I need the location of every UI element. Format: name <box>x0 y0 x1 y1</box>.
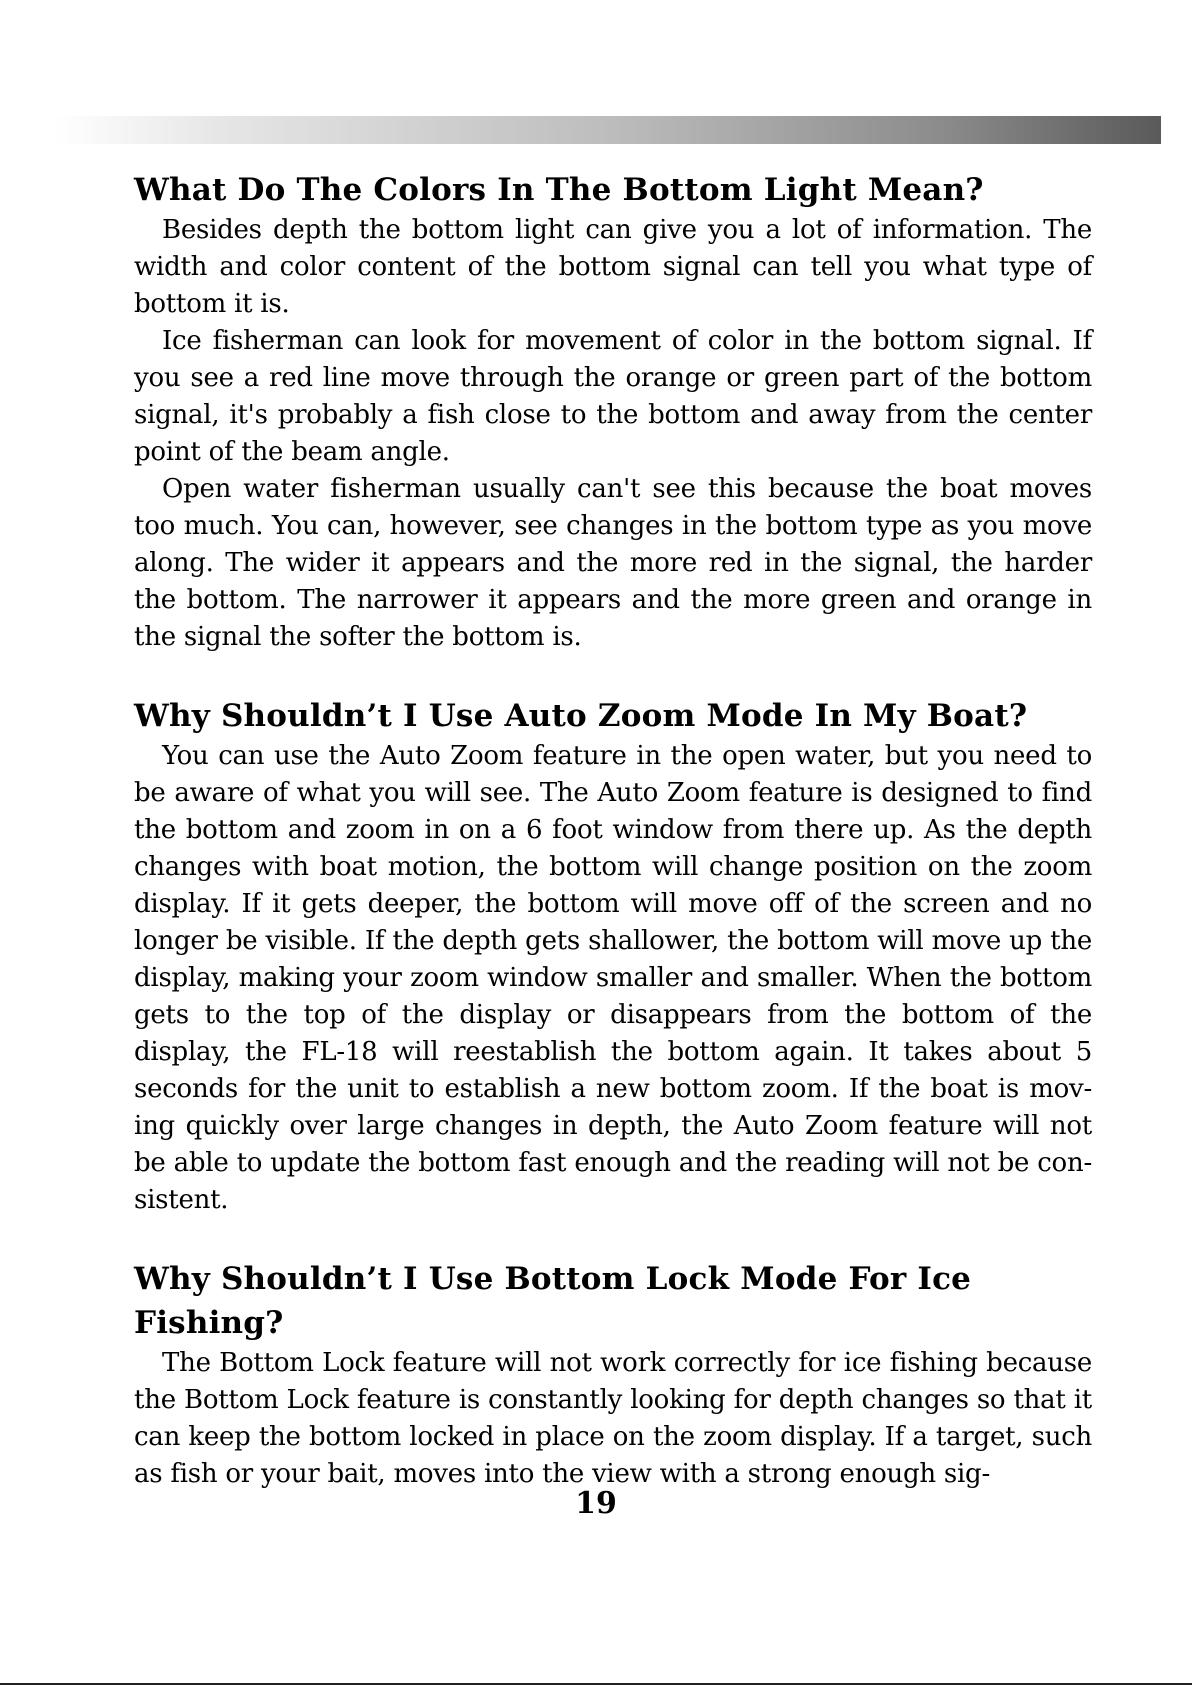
paragraph: Open water fisherman usually can't see this because the boat moves too much. You can, however, see changes in the bottom type as you move along. The wider it appears and the more red in the signal, the harder the bottom. The narrower it appears and the more green and orange in the signal the softer the bottom is. <box>134 474 1092 652</box>
page-content <box>134 168 1092 1493</box>
paragraph: Ice fisherman can look for movement of color in the bottom signal. If you see a red line move through the orange or green part of the bottom signal, it's probably a fish close to the bottom and away from the center point of the beam angle. <box>134 326 1092 467</box>
section-heading: What Do The Colors In The Bottom Light Mean? <box>134 172 984 208</box>
paragraph: Besides depth the bottom light can give you a lot of information. The width and color content of the bottom signal can tell you what type of bottom it is. <box>134 215 1092 319</box>
section-heading: Why Shouldn’t I Use Bottom Lock Mode For Ice Fishing? <box>134 1261 972 1341</box>
page-number: 19 <box>575 1486 617 1521</box>
section-bottom-light-colors <box>134 168 1092 656</box>
paragraph: You can use the Auto Zoom feature in the open water, but you need to be aware of what you will see. The Auto Zoom feature is designed to find the bottom and zoom in on a 6 foot window from there up. As the depth changes with boat motion, the bottom will change position on the zoom display. If it gets deeper, the bottom will move off of the screen and no longer be visible. If the depth gets shallower, the bottom will move up the display, making your zoom window smaller and smaller. When the bottom gets to the top of the display or disappears from the bottom of the display, the FL-18 will reestablish the bottom again. It takes about 5 seconds for the unit to establish a new bottom zoom. If the boat is mov-ing quickly over large changes in depth, the Auto Zoom feature will not be able to update the bottom fast enough and the reading will not be con-sistent. <box>134 741 1092 1215</box>
section-bottom-lock <box>134 1257 1092 1493</box>
paragraph: The Bottom Lock feature will not work correctly for ice fishing because the Bottom Lock feature is constantly looking for depth changes so that it can keep the bottom locked in place on the zoom display. If a target, such as fish or your bait, moves into the view with a strong enough sig- <box>134 1348 1092 1489</box>
section-heading: Why Shouldn’t I Use Auto Zoom Mode In My Boat? <box>134 698 1028 734</box>
header-gradient-bar <box>55 116 1161 144</box>
section-auto-zoom <box>134 694 1092 1219</box>
